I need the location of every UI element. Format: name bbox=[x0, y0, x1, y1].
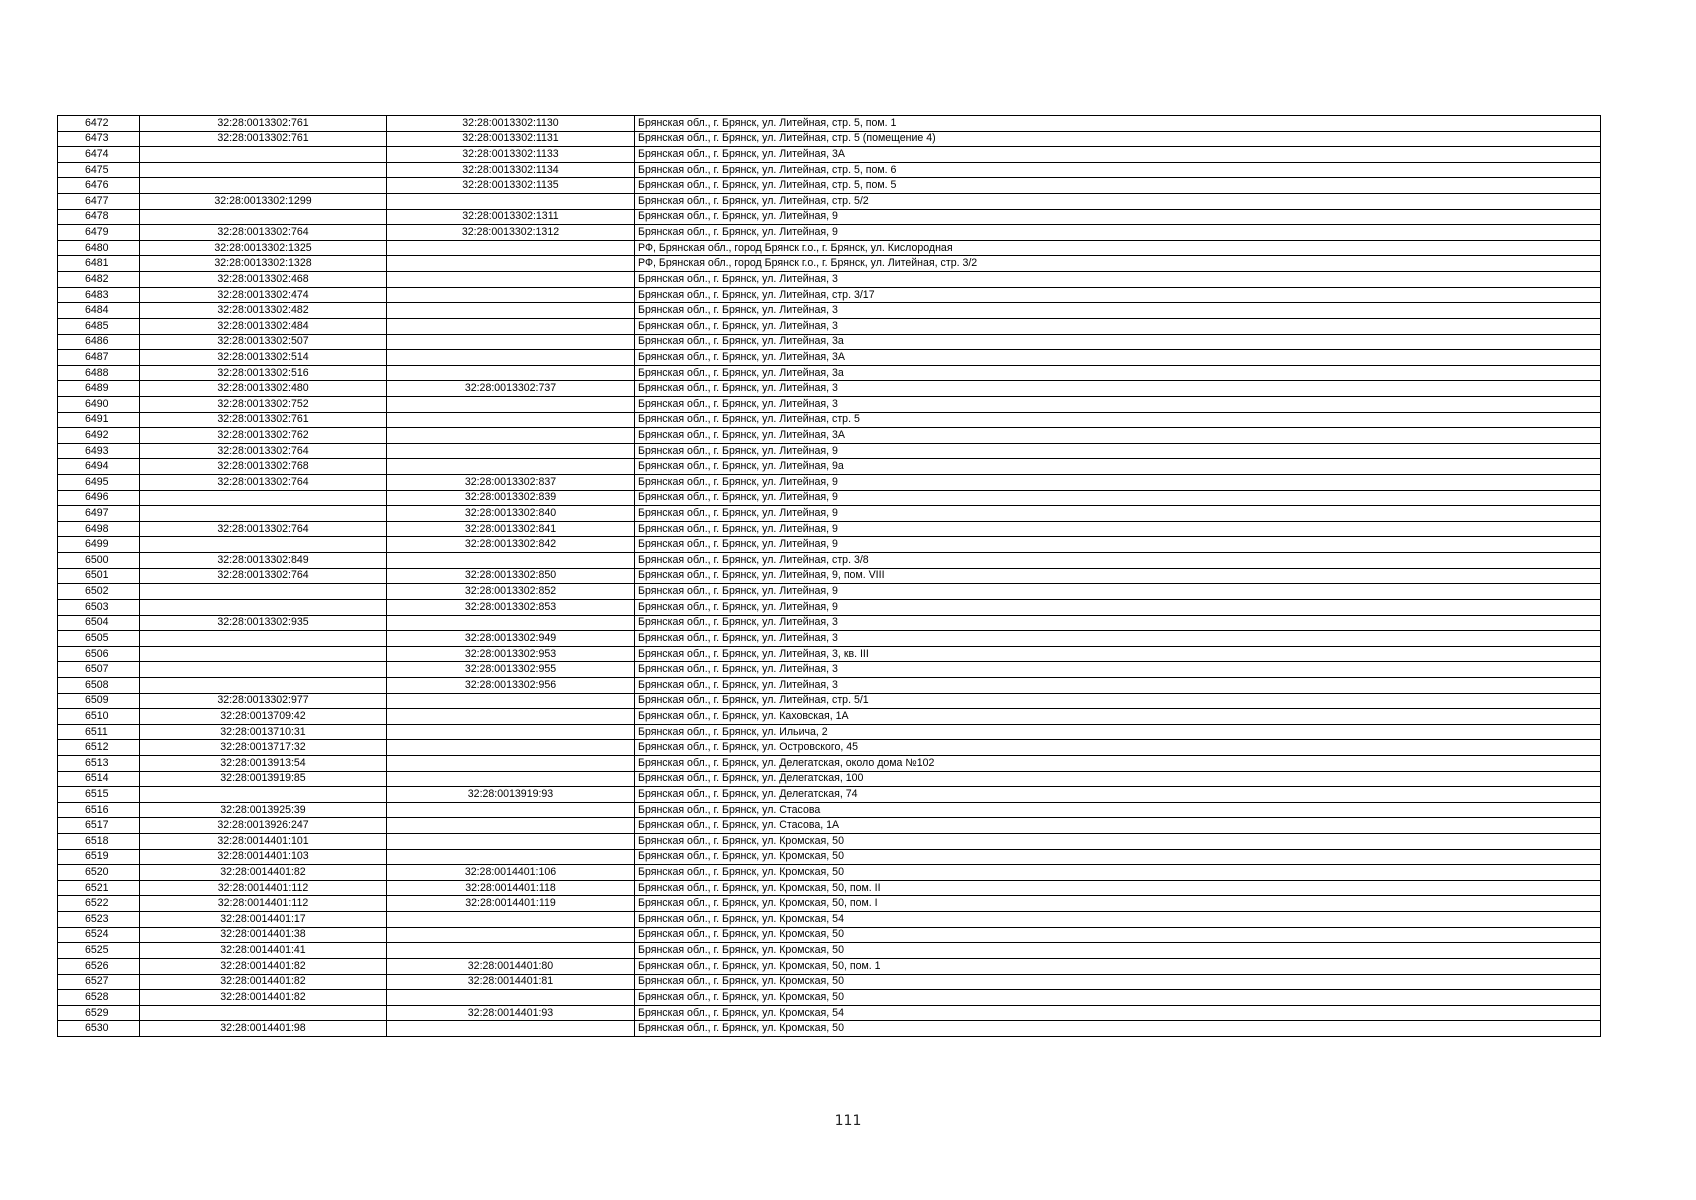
object-number-cell: 32:28:0013302:842 bbox=[387, 537, 635, 553]
object-number-cell: 32:28:0013302:949 bbox=[387, 631, 635, 647]
table-row bbox=[58, 1021, 1601, 1037]
parcel-number-cell: 32:28:0013302:1299 bbox=[140, 194, 387, 210]
row-number-cell: 6523 bbox=[58, 912, 140, 928]
parcel-number-cell bbox=[140, 506, 387, 522]
object-number-cell bbox=[387, 912, 635, 928]
table-row bbox=[58, 646, 1601, 662]
parcel-number-cell: 32:28:0014401:38 bbox=[140, 927, 387, 943]
address-cell: Брянская обл., г. Брянск, ул. Кромская, 50 bbox=[635, 927, 1601, 943]
row-number-cell: 6477 bbox=[58, 194, 140, 210]
table-row bbox=[58, 724, 1601, 740]
table-row bbox=[58, 553, 1601, 569]
object-number-cell bbox=[387, 428, 635, 444]
page-number: 111 bbox=[834, 1113, 862, 1129]
address-cell: Брянская обл., г. Брянск, ул. Литейная, 3а bbox=[635, 334, 1601, 350]
parcel-number-cell: 32:28:0013919:85 bbox=[140, 771, 387, 787]
address-cell: Брянская обл., г. Брянск, ул. Литейная, 9а bbox=[635, 459, 1601, 475]
address-cell: Брянская обл., г. Брянск, ул. Литейная, 3 bbox=[635, 615, 1601, 631]
row-number-cell: 6506 bbox=[58, 646, 140, 662]
address-cell: Брянская обл., г. Брянск, ул. Литейная, стр. 5 bbox=[635, 412, 1601, 428]
object-number-cell bbox=[387, 771, 635, 787]
parcel-number-cell bbox=[140, 631, 387, 647]
parcel-number-cell: 32:28:0014401:112 bbox=[140, 896, 387, 912]
address-cell: Брянская обл., г. Брянск, ул. Делегатская, 74 bbox=[635, 787, 1601, 803]
row-number-cell: 6511 bbox=[58, 724, 140, 740]
parcel-number-cell: 32:28:0014401:82 bbox=[140, 865, 387, 881]
address-cell: РФ, Брянская обл., город Брянск г.о., г. Брянск, ул. Литейная, стр. 3/2 bbox=[635, 256, 1601, 272]
object-number-cell bbox=[387, 272, 635, 288]
object-number-cell: 32:28:0013302:839 bbox=[387, 490, 635, 506]
row-number-cell: 6475 bbox=[58, 162, 140, 178]
table-row bbox=[58, 693, 1601, 709]
address-cell: Брянская обл., г. Брянск, ул. Литейная, 9 bbox=[635, 225, 1601, 241]
table-row bbox=[58, 318, 1601, 334]
row-number-cell: 6488 bbox=[58, 365, 140, 381]
object-number-cell bbox=[387, 818, 635, 834]
table-row bbox=[58, 818, 1601, 834]
address-cell: Брянская обл., г. Брянск, ул. Кромская, 50, пом. II bbox=[635, 880, 1601, 896]
parcel-number-cell: 32:28:0013302:849 bbox=[140, 553, 387, 569]
row-number-cell: 6520 bbox=[58, 865, 140, 881]
table-row bbox=[58, 396, 1601, 412]
table-row bbox=[58, 209, 1601, 225]
object-number-cell: 32:28:0014401:106 bbox=[387, 865, 635, 881]
row-number-cell: 6504 bbox=[58, 615, 140, 631]
address-cell: Брянская обл., г. Брянск, ул. Кромская, 50 bbox=[635, 834, 1601, 850]
row-number-cell: 6486 bbox=[58, 334, 140, 350]
row-number-cell: 6478 bbox=[58, 209, 140, 225]
parcel-number-cell: 32:28:0013913:54 bbox=[140, 755, 387, 771]
address-cell: РФ, Брянская обл., город Брянск г.о., г. Брянск, ул. Кислородная bbox=[635, 240, 1601, 256]
row-number-cell: 6517 bbox=[58, 818, 140, 834]
table-row bbox=[58, 599, 1601, 615]
parcel-number-cell: 32:28:0014401:98 bbox=[140, 1021, 387, 1037]
table-row bbox=[58, 896, 1601, 912]
address-cell: Брянская обл., г. Брянск, ул. Кромская, 54 bbox=[635, 1005, 1601, 1021]
address-cell: Брянская обл., г. Брянск, ул. Литейная, стр. 5, пом. 5 bbox=[635, 178, 1601, 194]
object-number-cell bbox=[387, 709, 635, 725]
table-row bbox=[58, 849, 1601, 865]
object-number-cell bbox=[387, 365, 635, 381]
table-row bbox=[58, 521, 1601, 537]
address-cell: Брянская обл., г. Брянск, ул. Литейная, 9 bbox=[635, 490, 1601, 506]
object-number-cell bbox=[387, 755, 635, 771]
parcel-number-cell bbox=[140, 677, 387, 693]
table-row bbox=[58, 178, 1601, 194]
parcel-number-cell: 32:28:0014401:101 bbox=[140, 834, 387, 850]
address-cell: Брянская обл., г. Брянск, ул. Литейная, 9 bbox=[635, 521, 1601, 537]
parcel-number-cell: 32:28:0013302:474 bbox=[140, 287, 387, 303]
address-cell: Брянская обл., г. Брянск, ул. Кромская, 50 bbox=[635, 849, 1601, 865]
row-number-cell: 6529 bbox=[58, 1005, 140, 1021]
parcel-number-cell: 32:28:0013302:514 bbox=[140, 350, 387, 366]
object-number-cell bbox=[387, 318, 635, 334]
address-cell: Брянская обл., г. Брянск, ул. Делегатская, около дома №102 bbox=[635, 755, 1601, 771]
object-number-cell: 32:28:0013302:1133 bbox=[387, 147, 635, 163]
table-row bbox=[58, 974, 1601, 990]
address-cell: Брянская обл., г. Брянск, ул. Литейная, 3 bbox=[635, 631, 1601, 647]
parcel-number-cell: 32:28:0013302:764 bbox=[140, 475, 387, 491]
table-row bbox=[58, 787, 1601, 803]
parcel-number-cell: 32:28:0013709:42 bbox=[140, 709, 387, 725]
parcel-number-cell: 32:28:0014401:82 bbox=[140, 958, 387, 974]
row-number-cell: 6491 bbox=[58, 412, 140, 428]
table-row bbox=[58, 834, 1601, 850]
object-number-cell bbox=[387, 412, 635, 428]
table-body bbox=[58, 116, 1601, 1037]
object-number-cell bbox=[387, 724, 635, 740]
row-number-cell: 6493 bbox=[58, 443, 140, 459]
row-number-cell: 6507 bbox=[58, 662, 140, 678]
object-number-cell: 32:28:0014401:93 bbox=[387, 1005, 635, 1021]
address-cell: Брянская обл., г. Брянск, ул. Литейная, 9 bbox=[635, 599, 1601, 615]
parcel-number-cell bbox=[140, 490, 387, 506]
parcel-number-cell: 32:28:0013302:761 bbox=[140, 131, 387, 147]
parcel-number-cell: 32:28:0013302:977 bbox=[140, 693, 387, 709]
parcel-number-cell: 32:28:0014401:112 bbox=[140, 880, 387, 896]
object-number-cell bbox=[387, 553, 635, 569]
row-number-cell: 6502 bbox=[58, 584, 140, 600]
object-number-cell: 32:28:0013302:853 bbox=[387, 599, 635, 615]
object-number-cell: 32:28:0013302:1135 bbox=[387, 178, 635, 194]
table-row bbox=[58, 943, 1601, 959]
table-row bbox=[58, 631, 1601, 647]
address-cell: Брянская обл., г. Брянск, ул. Кромская, 54 bbox=[635, 912, 1601, 928]
object-number-cell: 32:28:0013302:1130 bbox=[387, 116, 635, 132]
table-row bbox=[58, 412, 1601, 428]
parcel-number-cell: 32:28:0013302:484 bbox=[140, 318, 387, 334]
parcel-number-cell: 32:28:0013710:31 bbox=[140, 724, 387, 740]
address-cell: Брянская обл., г. Брянск, ул. Ильича, 2 bbox=[635, 724, 1601, 740]
address-cell: Брянская обл., г. Брянск, ул. Литейная, 3 bbox=[635, 662, 1601, 678]
row-number-cell: 6525 bbox=[58, 943, 140, 959]
row-number-cell: 6473 bbox=[58, 131, 140, 147]
object-number-cell: 32:28:0013302:737 bbox=[387, 381, 635, 397]
row-number-cell: 6521 bbox=[58, 880, 140, 896]
parcel-number-cell: 32:28:0013302:768 bbox=[140, 459, 387, 475]
object-number-cell: 32:28:0013302:1311 bbox=[387, 209, 635, 225]
table-row bbox=[58, 365, 1601, 381]
table-row bbox=[58, 958, 1601, 974]
table-row bbox=[58, 709, 1601, 725]
row-number-cell: 6515 bbox=[58, 787, 140, 803]
address-cell: Брянская обл., г. Брянск, ул. Литейная, 9 bbox=[635, 506, 1601, 522]
row-number-cell: 6513 bbox=[58, 755, 140, 771]
address-cell: Брянская обл., г. Брянск, ул. Литейная, 3А bbox=[635, 428, 1601, 444]
address-cell: Брянская обл., г. Брянск, ул. Литейная, 3 bbox=[635, 381, 1601, 397]
row-number-cell: 6512 bbox=[58, 740, 140, 756]
table-row bbox=[58, 350, 1601, 366]
object-number-cell: 32:28:0013302:1131 bbox=[387, 131, 635, 147]
address-cell: Брянская обл., г. Брянск, ул. Литейная, стр. 5, пом. 1 bbox=[635, 116, 1601, 132]
object-number-cell: 32:28:0013302:852 bbox=[387, 584, 635, 600]
address-cell: Брянская обл., г. Брянск, ул. Кромская, 50 bbox=[635, 974, 1601, 990]
table-row bbox=[58, 381, 1601, 397]
table-row bbox=[58, 662, 1601, 678]
address-cell: Брянская обл., г. Брянск, ул. Литейная, 3А bbox=[635, 350, 1601, 366]
object-number-cell: 32:28:0013302:841 bbox=[387, 521, 635, 537]
table-row bbox=[58, 240, 1601, 256]
address-cell: Брянская обл., г. Брянск, ул. Литейная, 9 bbox=[635, 537, 1601, 553]
parcel-number-cell bbox=[140, 646, 387, 662]
table-row bbox=[58, 428, 1601, 444]
parcel-number-cell: 32:28:0013302:764 bbox=[140, 443, 387, 459]
row-number-cell: 6487 bbox=[58, 350, 140, 366]
table-row bbox=[58, 272, 1601, 288]
object-number-cell bbox=[387, 256, 635, 272]
object-number-cell: 32:28:0013302:850 bbox=[387, 568, 635, 584]
address-cell: Брянская обл., г. Брянск, ул. Литейная, стр. 3/17 bbox=[635, 287, 1601, 303]
row-number-cell: 6496 bbox=[58, 490, 140, 506]
address-cell: Брянская обл., г. Брянск, ул. Литейная, 3 bbox=[635, 677, 1601, 693]
parcel-number-cell: 32:28:0014401:17 bbox=[140, 912, 387, 928]
table-row bbox=[58, 584, 1601, 600]
table-row bbox=[58, 912, 1601, 928]
parcel-number-cell: 32:28:0013302:1328 bbox=[140, 256, 387, 272]
table-row bbox=[58, 568, 1601, 584]
parcel-number-cell bbox=[140, 162, 387, 178]
table-row bbox=[58, 459, 1601, 475]
row-number-cell: 6503 bbox=[58, 599, 140, 615]
parcel-number-cell bbox=[140, 178, 387, 194]
address-cell: Брянская обл., г. Брянск, ул. Каховская, 1А bbox=[635, 709, 1601, 725]
object-number-cell: 32:28:0013302:955 bbox=[387, 662, 635, 678]
row-number-cell: 6485 bbox=[58, 318, 140, 334]
address-cell: Брянская обл., г. Брянск, ул. Литейная, 9 bbox=[635, 443, 1601, 459]
row-number-cell: 6519 bbox=[58, 849, 140, 865]
table-row bbox=[58, 802, 1601, 818]
address-cell: Брянская обл., г. Брянск, ул. Литейная, 9 bbox=[635, 209, 1601, 225]
row-number-cell: 6472 bbox=[58, 116, 140, 132]
parcel-number-cell: 32:28:0013302:507 bbox=[140, 334, 387, 350]
address-cell: Брянская обл., г. Брянск, ул. Литейная, 3 bbox=[635, 396, 1601, 412]
table-row bbox=[58, 131, 1601, 147]
parcel-number-cell: 32:28:0013302:761 bbox=[140, 116, 387, 132]
table-row bbox=[58, 147, 1601, 163]
object-number-cell bbox=[387, 303, 635, 319]
parcel-number-cell bbox=[140, 147, 387, 163]
table-row bbox=[58, 225, 1601, 241]
object-number-cell bbox=[387, 350, 635, 366]
row-number-cell: 6482 bbox=[58, 272, 140, 288]
object-number-cell: 32:28:0013302:840 bbox=[387, 506, 635, 522]
row-number-cell: 6522 bbox=[58, 896, 140, 912]
row-number-cell: 6500 bbox=[58, 553, 140, 569]
address-cell: Брянская обл., г. Брянск, ул. Делегатская, 100 bbox=[635, 771, 1601, 787]
address-cell: Брянская обл., г. Брянск, ул. Литейная, стр. 5/2 bbox=[635, 194, 1601, 210]
parcel-number-cell: 32:28:0013302:764 bbox=[140, 225, 387, 241]
parcel-number-cell: 32:28:0013302:764 bbox=[140, 521, 387, 537]
object-number-cell: 32:28:0013919:93 bbox=[387, 787, 635, 803]
address-cell: Брянская обл., г. Брянск, ул. Литейная, стр. 5, пом. 6 bbox=[635, 162, 1601, 178]
parcel-number-cell: 32:28:0014401:41 bbox=[140, 943, 387, 959]
address-cell: Брянская обл., г. Брянск, ул. Кромская, 50 bbox=[635, 1021, 1601, 1037]
address-cell: Брянская обл., г. Брянск, ул. Литейная, стр. 5 (помещение 4) bbox=[635, 131, 1601, 147]
table-row bbox=[58, 1005, 1601, 1021]
parcel-number-cell: 32:28:0014401:82 bbox=[140, 974, 387, 990]
object-number-cell bbox=[387, 287, 635, 303]
parcel-number-cell: 32:28:0013302:468 bbox=[140, 272, 387, 288]
row-number-cell: 6492 bbox=[58, 428, 140, 444]
table-row bbox=[58, 334, 1601, 350]
parcel-number-cell bbox=[140, 537, 387, 553]
row-number-cell: 6501 bbox=[58, 568, 140, 584]
object-number-cell bbox=[387, 334, 635, 350]
row-number-cell: 6499 bbox=[58, 537, 140, 553]
table-row bbox=[58, 615, 1601, 631]
table-row bbox=[58, 475, 1601, 491]
parcel-number-cell: 32:28:0014401:82 bbox=[140, 990, 387, 1006]
cadastral-table bbox=[57, 115, 1601, 1037]
row-number-cell: 6489 bbox=[58, 381, 140, 397]
parcel-number-cell: 32:28:0013717:32 bbox=[140, 740, 387, 756]
parcel-number-cell bbox=[140, 787, 387, 803]
row-number-cell: 6527 bbox=[58, 974, 140, 990]
object-number-cell: 32:28:0014401:119 bbox=[387, 896, 635, 912]
object-number-cell bbox=[387, 802, 635, 818]
row-number-cell: 6524 bbox=[58, 927, 140, 943]
parcel-number-cell bbox=[140, 584, 387, 600]
row-number-cell: 6483 bbox=[58, 287, 140, 303]
object-number-cell bbox=[387, 693, 635, 709]
row-number-cell: 6526 bbox=[58, 958, 140, 974]
object-number-cell: 32:28:0014401:81 bbox=[387, 974, 635, 990]
row-number-cell: 6480 bbox=[58, 240, 140, 256]
object-number-cell: 32:28:0014401:80 bbox=[387, 958, 635, 974]
object-number-cell: 32:28:0013302:1134 bbox=[387, 162, 635, 178]
object-number-cell bbox=[387, 943, 635, 959]
address-cell: Брянская обл., г. Брянск, ул. Кромская, 50 bbox=[635, 943, 1601, 959]
parcel-number-cell: 32:28:0013925:39 bbox=[140, 802, 387, 818]
parcel-number-cell: 32:28:0014401:103 bbox=[140, 849, 387, 865]
object-number-cell bbox=[387, 927, 635, 943]
parcel-number-cell bbox=[140, 1005, 387, 1021]
table-row bbox=[58, 162, 1601, 178]
object-number-cell: 32:28:0014401:118 bbox=[387, 880, 635, 896]
object-number-cell bbox=[387, 240, 635, 256]
object-number-cell bbox=[387, 834, 635, 850]
parcel-number-cell: 32:28:0013302:764 bbox=[140, 568, 387, 584]
row-number-cell: 6505 bbox=[58, 631, 140, 647]
row-number-cell: 6498 bbox=[58, 521, 140, 537]
object-number-cell bbox=[387, 990, 635, 1006]
address-cell: Брянская обл., г. Брянск, ул. Литейная, 3 bbox=[635, 318, 1601, 334]
parcel-number-cell: 32:28:0013302:1325 bbox=[140, 240, 387, 256]
object-number-cell bbox=[387, 443, 635, 459]
parcel-number-cell bbox=[140, 662, 387, 678]
table-row bbox=[58, 287, 1601, 303]
address-cell: Брянская обл., г. Брянск, ул. Литейная, 3, кв. III bbox=[635, 646, 1601, 662]
table-row bbox=[58, 880, 1601, 896]
address-cell: Брянская обл., г. Брянск, ул. Кромская, 50 bbox=[635, 990, 1601, 1006]
object-number-cell bbox=[387, 459, 635, 475]
object-number-cell bbox=[387, 615, 635, 631]
row-number-cell: 6497 bbox=[58, 506, 140, 522]
table-row bbox=[58, 771, 1601, 787]
object-number-cell: 32:28:0013302:953 bbox=[387, 646, 635, 662]
address-cell: Брянская обл., г. Брянск, ул. Литейная, 9 bbox=[635, 584, 1601, 600]
row-number-cell: 6509 bbox=[58, 693, 140, 709]
row-number-cell: 6495 bbox=[58, 475, 140, 491]
object-number-cell: 32:28:0013302:837 bbox=[387, 475, 635, 491]
table-row bbox=[58, 677, 1601, 693]
row-number-cell: 6510 bbox=[58, 709, 140, 725]
address-cell: Брянская обл., г. Брянск, ул. Кромская, 50, пом. I bbox=[635, 896, 1601, 912]
table-row bbox=[58, 865, 1601, 881]
address-cell: Брянская обл., г. Брянск, ул. Литейная, 3А bbox=[635, 147, 1601, 163]
row-number-cell: 6479 bbox=[58, 225, 140, 241]
table-row bbox=[58, 740, 1601, 756]
table-row bbox=[58, 927, 1601, 943]
address-cell: Брянская обл., г. Брянск, ул. Литейная, 3 bbox=[635, 272, 1601, 288]
parcel-number-cell: 32:28:0013302:762 bbox=[140, 428, 387, 444]
object-number-cell: 32:28:0013302:956 bbox=[387, 677, 635, 693]
table-row bbox=[58, 537, 1601, 553]
address-cell: Брянская обл., г. Брянск, ул. Литейная, 9, пом. VIII bbox=[635, 568, 1601, 584]
object-number-cell bbox=[387, 396, 635, 412]
address-cell: Брянская обл., г. Брянск, ул. Литейная, 9 bbox=[635, 475, 1601, 491]
row-number-cell: 6481 bbox=[58, 256, 140, 272]
row-number-cell: 6514 bbox=[58, 771, 140, 787]
address-cell: Брянская обл., г. Брянск, ул. Литейная, стр. 5/1 bbox=[635, 693, 1601, 709]
table-row bbox=[58, 116, 1601, 132]
address-cell: Брянская обл., г. Брянск, ул. Кромская, 50 bbox=[635, 865, 1601, 881]
row-number-cell: 6528 bbox=[58, 990, 140, 1006]
row-number-cell: 6484 bbox=[58, 303, 140, 319]
row-number-cell: 6476 bbox=[58, 178, 140, 194]
row-number-cell: 6474 bbox=[58, 147, 140, 163]
address-cell: Брянская обл., г. Брянск, ул. Кромская, 50, пом. 1 bbox=[635, 958, 1601, 974]
table-row bbox=[58, 755, 1601, 771]
parcel-number-cell bbox=[140, 599, 387, 615]
address-cell: Брянская обл., г. Брянск, ул. Литейная, 3а bbox=[635, 365, 1601, 381]
address-cell: Брянская обл., г. Брянск, ул. Стасова, 1А bbox=[635, 818, 1601, 834]
parcel-number-cell: 32:28:0013302:935 bbox=[140, 615, 387, 631]
parcel-number-cell: 32:28:0013302:480 bbox=[140, 381, 387, 397]
parcel-number-cell: 32:28:0013302:752 bbox=[140, 396, 387, 412]
object-number-cell bbox=[387, 740, 635, 756]
object-number-cell bbox=[387, 849, 635, 865]
table-row bbox=[58, 194, 1601, 210]
address-cell: Брянская обл., г. Брянск, ул. Литейная, 3 bbox=[635, 303, 1601, 319]
table-row bbox=[58, 443, 1601, 459]
object-number-cell bbox=[387, 1021, 635, 1037]
parcel-number-cell: 32:28:0013302:482 bbox=[140, 303, 387, 319]
parcel-number-cell: 32:28:0013926:247 bbox=[140, 818, 387, 834]
address-cell: Брянская обл., г. Брянск, ул. Островского, 45 bbox=[635, 740, 1601, 756]
row-number-cell: 6518 bbox=[58, 834, 140, 850]
row-number-cell: 6508 bbox=[58, 677, 140, 693]
table-row bbox=[58, 303, 1601, 319]
table-row bbox=[58, 990, 1601, 1006]
parcel-number-cell: 32:28:0013302:516 bbox=[140, 365, 387, 381]
table-row bbox=[58, 256, 1601, 272]
table-row bbox=[58, 506, 1601, 522]
object-number-cell: 32:28:0013302:1312 bbox=[387, 225, 635, 241]
parcel-number-cell bbox=[140, 209, 387, 225]
object-number-cell bbox=[387, 194, 635, 210]
row-number-cell: 6490 bbox=[58, 396, 140, 412]
parcel-number-cell: 32:28:0013302:761 bbox=[140, 412, 387, 428]
row-number-cell: 6516 bbox=[58, 802, 140, 818]
table-row bbox=[58, 490, 1601, 506]
address-cell: Брянская обл., г. Брянск, ул. Литейная, стр. 3/8 bbox=[635, 553, 1601, 569]
row-number-cell: 6530 bbox=[58, 1021, 140, 1037]
address-cell: Брянская обл., г. Брянск, ул. Стасова bbox=[635, 802, 1601, 818]
row-number-cell: 6494 bbox=[58, 459, 140, 475]
